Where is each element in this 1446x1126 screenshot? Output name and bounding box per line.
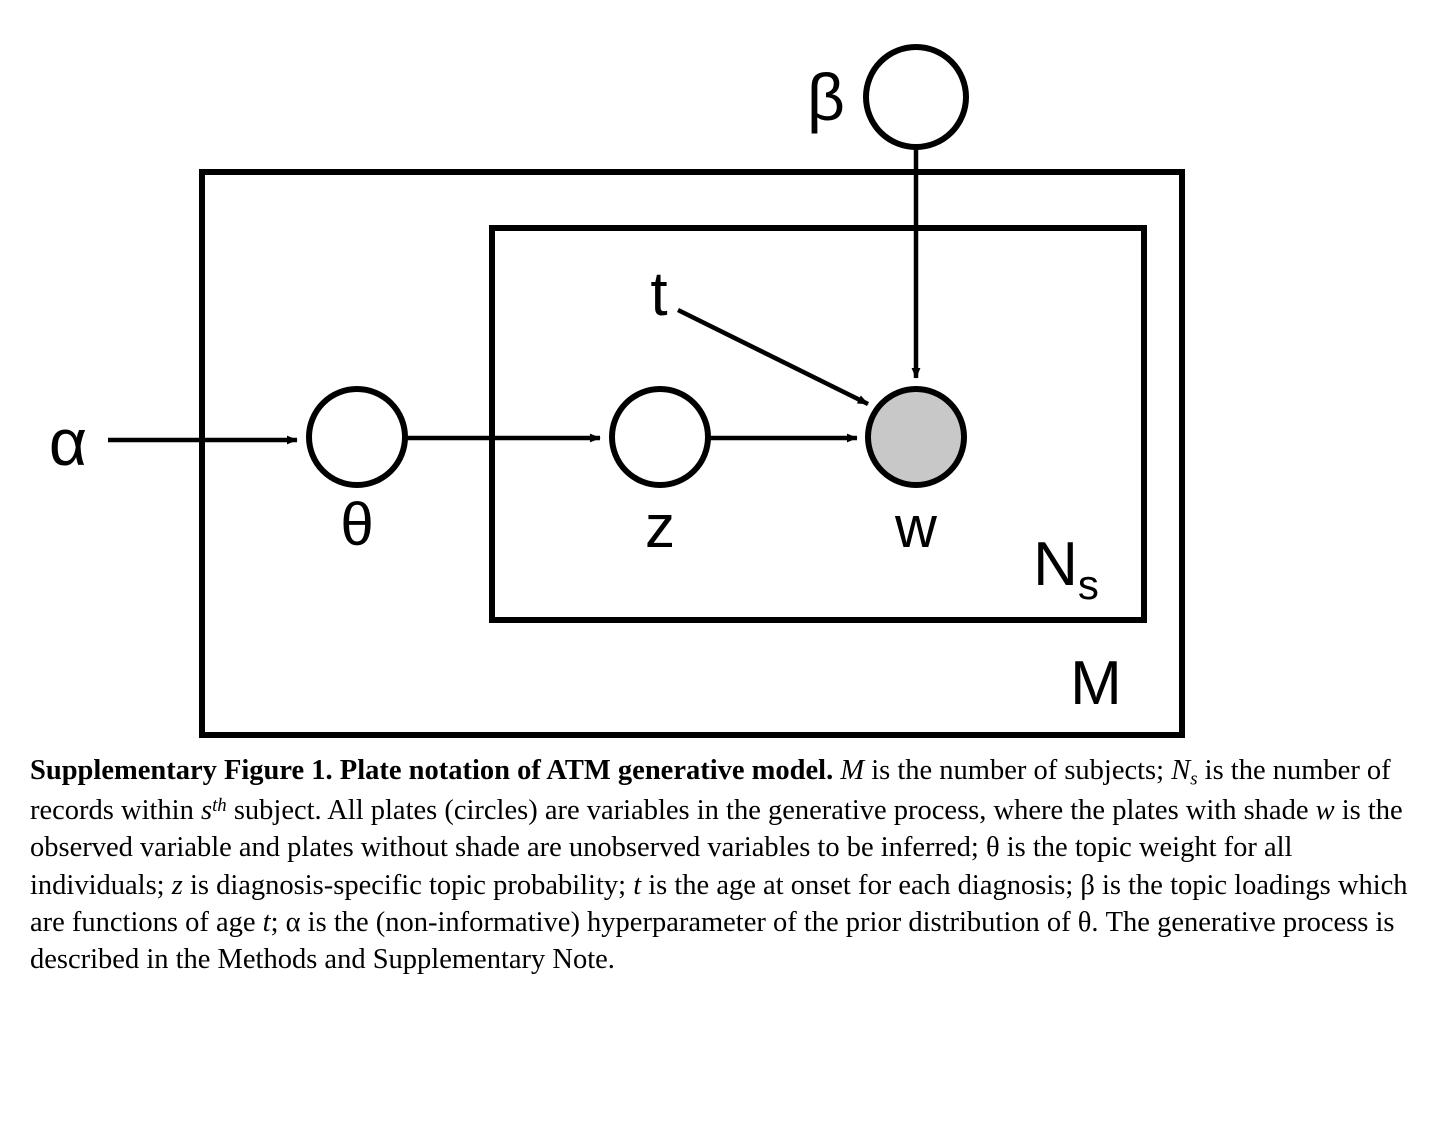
label-t: t — [650, 260, 668, 329]
label-theta: θ — [340, 491, 374, 558]
caption-title: Supplementary Figure 1. Plate notation of ATM generative model. — [30, 755, 834, 786]
node-beta-circle — [866, 47, 966, 147]
node-w-circle — [868, 389, 964, 485]
node-theta-circle — [309, 389, 405, 485]
node-z-circle — [612, 389, 708, 485]
plate-label-ns — [1033, 530, 1099, 608]
plate-label-m: M — [1070, 649, 1122, 718]
label-w: w — [895, 495, 937, 560]
label-beta: β — [807, 60, 845, 134]
label-z: z — [645, 493, 675, 560]
edge-t-w — [678, 310, 868, 404]
plate-label-ns-sub: s — [1077, 561, 1099, 608]
caption-body: M is the number of subjects; $N_s$ is the number of records within $s^{th}$ subject. All plates (circles) are variables in the generative process, where the plates with shade w is the observed variable and plates without shade are unobserved variables to be inferred; θ is the topic weight for all individuals; z is diagnosis-specific topic probability; t is the age at onset for each diagnosis; β is the topic loadings which are functions of age t; α is the (non-informative) hyperparameter of the prior distribution of θ. The generative process is described in the Methods and Supplementary Note. — [30, 755, 1408, 976]
label-alpha: α — [48, 405, 88, 479]
figure-caption — [30, 752, 1416, 979]
plate-label-ns-main: N — [1033, 530, 1078, 599]
